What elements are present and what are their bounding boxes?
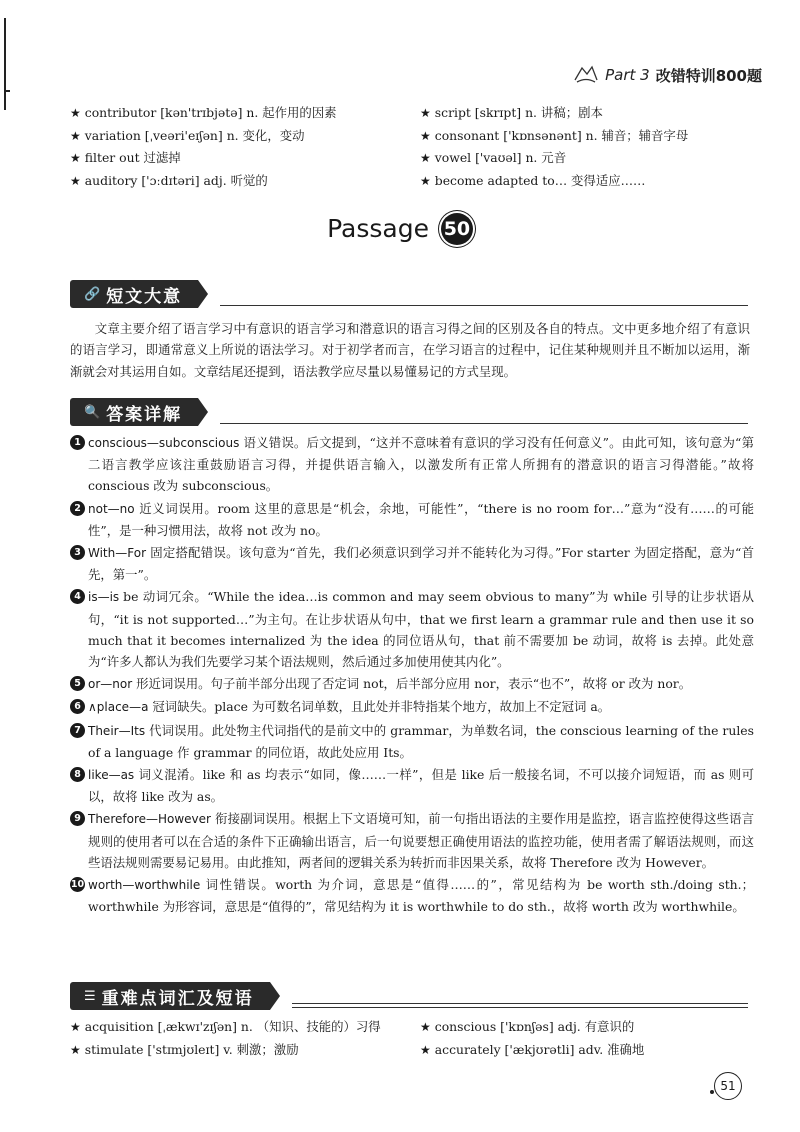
answer-explanation: 冠词缺失。place 为可数名词单数，且此处并非特指某个地方，故加上不定冠词 a。 (152, 699, 611, 715)
star-icon: ★ (420, 1042, 431, 1057)
star-icon: ★ (70, 106, 81, 120)
answer-key: ∧place—a (88, 700, 149, 715)
vocab-item: ★ contributor [kən'trɪbjətə] n. 起作用的因素 (70, 105, 337, 120)
vocab-item: ★ consonant ['kɒnsənənt] n. 辅音；辅音字母 (420, 127, 689, 143)
answer-key: conscious—subconscious (88, 436, 240, 450)
answer-key: not—no (88, 501, 135, 516)
answer-explanation: 代词误用。此处物主代词指代的是前文中的 grammar，为单数名词，the conscious learning of the rules of a language 作 grammar 的同位语，故此处应用 Its。 (88, 722, 754, 760)
margin-bar (4, 18, 6, 110)
section-label: ☰ 重难点词汇及短语 (70, 982, 270, 1010)
header-part: Part 3 (605, 66, 650, 84)
vocab-item: ★ become adapted to… 变得适应…… (420, 172, 646, 188)
link-icon: 🔗 (84, 286, 101, 302)
star-icon: ★ (420, 128, 431, 143)
star-icon: ★ (420, 1020, 431, 1034)
answer-key: Therefore—However (88, 812, 211, 827)
book-icon (573, 64, 599, 86)
answer-explanation: 形近词误用。句子前半部分出现了否定词 not，后半部分应用 nor，表示“也不”，故将 or 改为 nor。 (136, 676, 692, 692)
answer-explanation: 语义错误。后文提到，“这并不意味着有意识的学习没有任何意义”。由此可知，该句意为“第二语言教学应该注重鼓励语言习得，并提供语言输入，以激发所有正常人所拥有的潜意识的语言习得潜能。”故将 conscious 改为 subconscious。 (88, 435, 754, 494)
star-icon: ★ (70, 151, 81, 165)
answer-explanation: 固定搭配错误。该句意为“首先，我们必须意识到学习并不能转化为习得。”For starter 为固定搭配，意为“首先，第一”。 (88, 545, 754, 583)
section-label: 🔍 答案详解 (70, 398, 198, 426)
vocab-item: ★ vowel ['vaʊəl] n. 元音 (420, 150, 567, 165)
answer-item (70, 696, 754, 718)
page-number: 51 (714, 1072, 742, 1100)
answer-item (70, 586, 754, 672)
list-icon: ☰ (84, 988, 96, 1004)
answer-item (70, 874, 754, 917)
answer-number: 4 (70, 589, 85, 604)
passage-label: Passage (327, 214, 429, 243)
star-icon: ★ (420, 151, 431, 165)
divider (220, 305, 748, 306)
vocab-list-top (70, 102, 750, 192)
section-summary-heading (70, 280, 748, 308)
section-label: 🔗 短文大意 (70, 280, 198, 308)
answer-number: 8 (70, 767, 85, 782)
answer-item (70, 542, 754, 585)
star-icon: ★ (70, 128, 81, 143)
star-icon: ★ (70, 173, 81, 188)
page-number-dot (710, 1090, 714, 1094)
answer-number: 10 (70, 879, 85, 891)
answer-number: 1 (70, 435, 85, 450)
answer-key: With—For (88, 546, 146, 561)
margin-tick (4, 90, 10, 92)
vocab-item: ★ accurately ['ækjʊrətli] adv. 准确地 (420, 1041, 645, 1057)
page-header (573, 64, 762, 86)
answer-item (70, 720, 754, 763)
answer-number: 5 (70, 676, 85, 691)
answer-item (70, 498, 754, 541)
header-title: 改错特训800题 (655, 66, 762, 85)
vocab-item: ★ variation [ˌveəri'eɪʃən] n. 变化，变动 (70, 127, 305, 143)
vocab-item: ★ conscious ['kɒnʃəs] adj. 有意识的 (420, 1019, 635, 1034)
section-vocab-heading (70, 982, 748, 1010)
answer-number: 9 (70, 811, 85, 826)
answer-explanation: be 动词冗余。“While the idea…is common and may seem obvious to many”为 while 引导的让步状语从句，“it is not supported…”为主句。在让步状语从句中，that we first learn a grammar rule and then use it so much that it becomes internalized 为 the idea 的同位语从句，that 前不需要加 be 动词，故将 is 去掉。此处意为“许多人都认为我们先要学习某个语法规则，然后通过多加使用使其内化”。 (88, 589, 754, 670)
divider (220, 423, 748, 424)
answer-key: Their—Its (88, 723, 146, 738)
answer-list (70, 432, 754, 918)
answer-explanation: 词义混淆。like 和 as 均表示“如同，像……一样”，但是 like 后一般接名词，不可以接介词短语，而 as 则可以，故将 like 改为 as。 (88, 767, 754, 805)
answer-number: 7 (70, 723, 85, 738)
answer-number: 2 (70, 501, 85, 516)
star-icon: ★ (70, 1042, 81, 1057)
answer-key: is—is (88, 590, 120, 605)
answer-key: like—as (88, 768, 135, 783)
answer-explanation: 近义词误用。room 这里的意思是“机会，余地，可能性”，“there is no room for…”意为“没有……的可能性”，是一种习惯用法，故将 not 改为 no。 (88, 500, 754, 538)
answer-number: 6 (70, 699, 85, 714)
answer-explanation: 词性错误。worth 为介词，意思是“值得……的”，常见结构为 be worth sth./doing sth.；worthwhile 为形容词，意思是“值得的”，常见结构为 it is worthwhile to do sth.，故将 worth 改为 worthwhile。 (88, 877, 754, 915)
divider (292, 1003, 748, 1008)
star-icon: ★ (420, 106, 431, 120)
passage-title (0, 213, 800, 245)
summary-paragraph: 文章主要介绍了语言学习中有意识的语言学习和潜意识的语言习得之间的区别及各自的特点。文中更多地介绍了有意识的语言学习，即通常意义上所说的语法学习。对于初学者而言，在学习语言的过程中，记住某种规则并且不断加以运用，渐渐就会对其运用自如。文章结尾还提到，语法教学应尽量以易懂易记的方式呈现。 (70, 321, 750, 379)
vocab-list-bottom (70, 1016, 750, 1061)
star-icon: ★ (420, 173, 431, 188)
vocab-item: ★ acquisition [ˌækwɪ'zɪʃən] n. （知识、技能的）习得 (70, 1019, 381, 1034)
section-answers-heading (70, 398, 748, 426)
answer-key: worth—worthwhile (88, 878, 201, 893)
answer-explanation: 衔接副词误用。根据上下文语境可知，前一句指出语法的主要作用是监控，语言监控使得这些语言规则的使用者可以在合适的条件下正确输出语言，后一句说要想正确使用语法的监控功能，使用者需了解语法规则，而这些语法规则需要易记易用。由此推知，两者间的逻辑关系为转折而非因果关系，故将 Therefore 改为 However。 (88, 811, 754, 870)
vocab-item: ★ auditory ['ɔːdɪtəri] adj. 听觉的 (70, 172, 268, 188)
vocab-item: ★ filter out 过滤掉 (70, 150, 181, 165)
answer-key: or—nor (88, 677, 133, 692)
answer-item (70, 432, 754, 497)
passage-number: 50 (441, 213, 473, 245)
answer-item (70, 808, 754, 873)
answer-item (70, 764, 754, 807)
answer-item (70, 673, 754, 695)
magnifier-icon: 🔍 (84, 404, 101, 420)
vocab-item: ★ script [skrɪpt] n. 讲稿；剧本 (420, 105, 603, 120)
vocab-item: ★ stimulate ['stɪmjʊleɪt] v. 刺激；激励 (70, 1041, 299, 1057)
answer-number: 3 (70, 545, 85, 560)
star-icon: ★ (70, 1020, 81, 1034)
